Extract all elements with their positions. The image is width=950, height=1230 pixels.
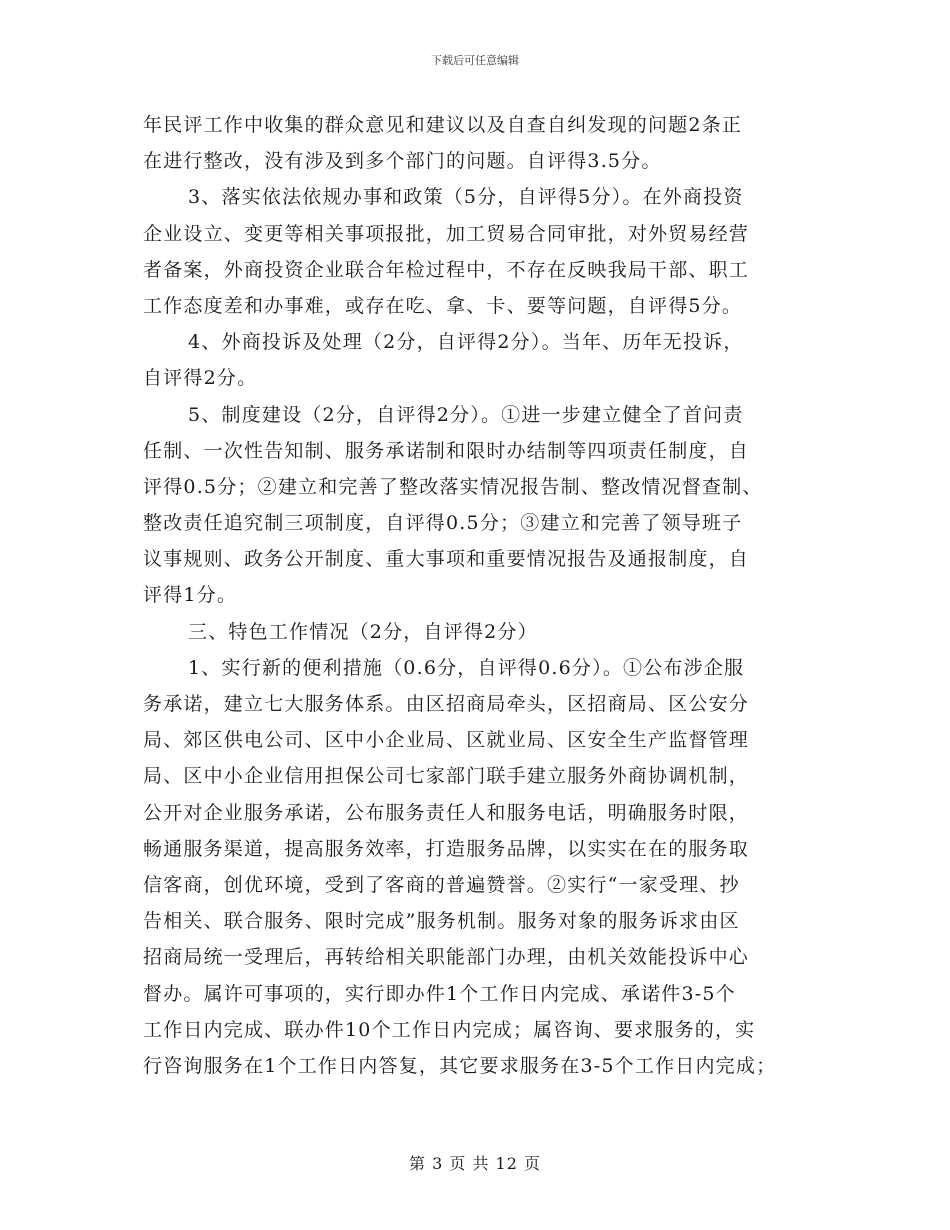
text-line: 督办。属许可事项的，实行即办件1个工作日内完成、承诺件3-5个 (143, 982, 736, 1005)
text-line: 局、区中小企业信用担保公司七家部门联手建立服务外商协调机制， (143, 765, 750, 788)
text-line: 任制、一次性告知制、服务承诺制和限时办结制等四项责任制度，自 (143, 439, 750, 462)
text-line: 评得1分。 (143, 584, 238, 607)
document-body (143, 107, 815, 1084)
text-line: 评得0.5分；②建立和完善了整改落实情况报告制、整改情况督查制、 (143, 475, 763, 498)
text-line: 局、郊区供电公司、区中小企业局、区就业局、区安全生产监督管理 (143, 729, 750, 752)
text-line: 在进行整改，没有涉及到多个部门的问题。自评得3.5分。 (143, 150, 662, 173)
text-line: 年民评工作中收集的群众意见和建议以及自查自纠发现的问题2条正 (143, 114, 743, 136)
text-line: 者备案，外商投资企业联合年检过程中，不存在反映我局干部、职工 (143, 258, 750, 281)
text-line: 整改责任追究制三项制度，自评得0.5分；③建立和完善了领导班子 (143, 512, 743, 535)
text-line: 务承诺，建立七大服务体系。由区招商局牵头，区招商局、区公安分 (143, 693, 750, 715)
paragraph-start-line: 3、落实依法依规办事和政策（5分，自评得5分）。在外商投资 (188, 186, 744, 209)
page-header: 下载后可任意编辑 (431, 54, 519, 67)
text-line: 行咨询服务在1个工作日内答复，其它要求服务在3-5个工作日内完成； (143, 1054, 777, 1077)
text-line: 工作态度差和办事难，或存在吃、拿、卡、要等问题，自评得5分。 (143, 294, 743, 317)
text-line: 自评得2分。 (143, 367, 258, 390)
text-line: 公开对企业服务承诺，公布服务责任人和服务电话，明确服务时限， (143, 801, 750, 824)
text-line: 信客商，创优环境，受到了客商的普遍赞誉。②实行“一家受理、抄 (143, 873, 740, 896)
paragraph-start-line: 4、外商投诉及处理（2分，自评得2分）。当年、历年无投诉， (188, 331, 744, 354)
page-number-footer: 第 3 页 共 12 页 (409, 1154, 541, 1173)
text-line: 招商局统一受理后，再转给相关职能部门办理，由机关效能投诉中心 (143, 946, 750, 969)
text-line: 企业设立、变更等相关事项报批，加工贸易合同审批，对外贸易经营 (143, 222, 750, 245)
paragraph-start-line: 1、实行新的便利措施（0.6分，自评得0.6分）。①公布涉企服 (188, 656, 745, 679)
text-line: 告相关、联合服务、限时完成”服务机制。服务对象的服务诉求由区 (143, 910, 740, 933)
paragraph-start-line: 5、制度建设（2分，自评得2分）。①进一步建立健全了首问责 (188, 403, 744, 426)
text-line: 畅通服务渠道，提高服务效率，打造服务品牌，以实实在在的服务取 (143, 837, 750, 860)
text-line: 议事规则、政务公开制度、重大事项和重要情况报告及通报制度，自 (143, 548, 750, 571)
section-heading: 三、特色工作情况（2分，自评得2分） (188, 620, 538, 643)
text-line: 工作日内完成、联办件10个工作日内完成；属咨询、要求服务的，实 (143, 1018, 756, 1041)
